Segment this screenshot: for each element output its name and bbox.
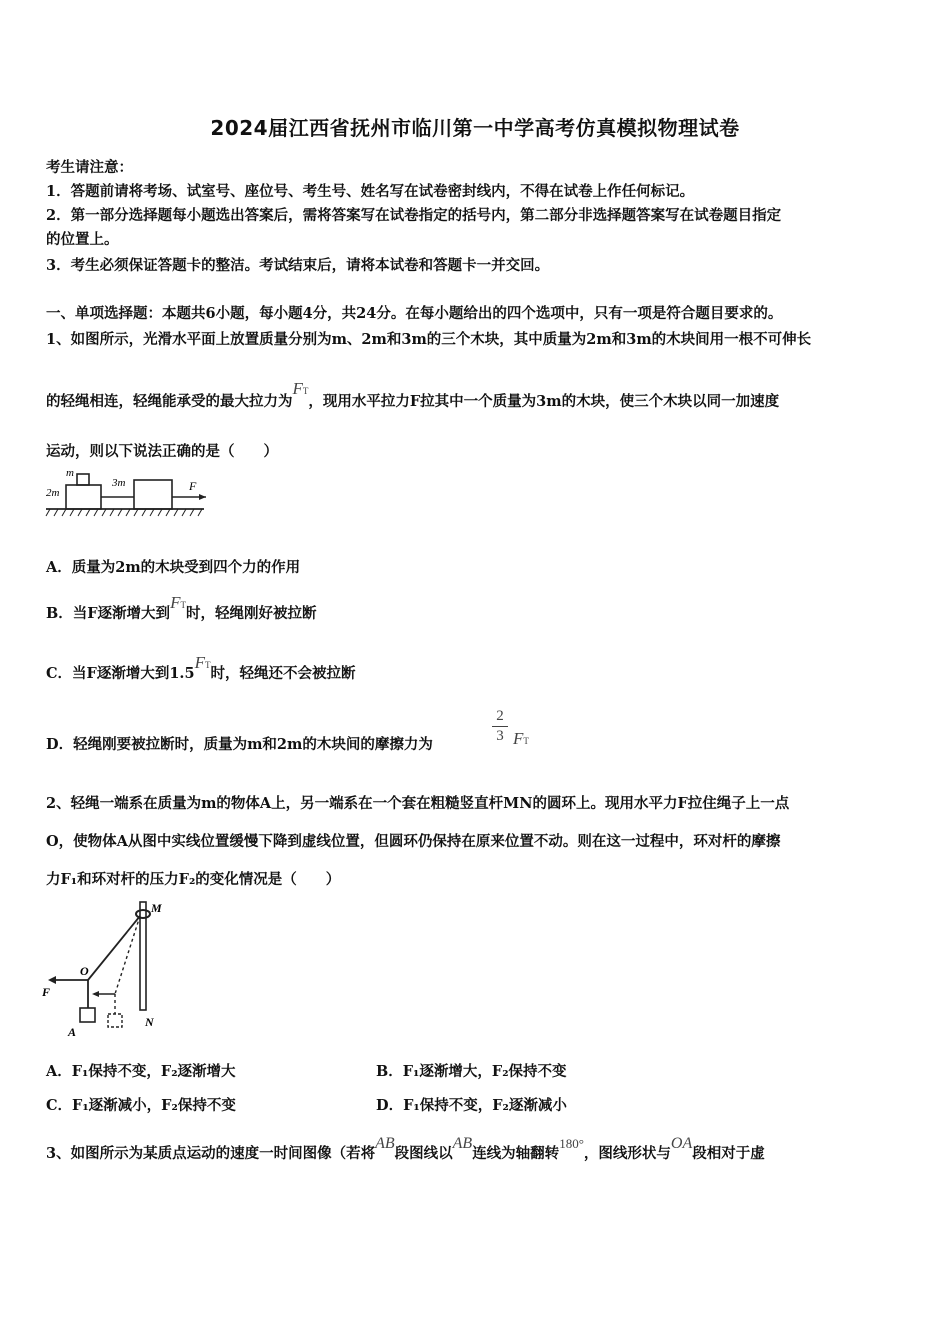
q3-text-4: ，图线形状与: [583, 1145, 671, 1162]
q2-line2: O，使物体A从图中实线位置缓慢下降到虚线位置，但圆环仍保持在原来位置不动。则在这一过程中，环对杆的摩擦: [46, 833, 781, 850]
q2-option-a[interactable]: A．F₁保持不变，F₂逐渐增大: [46, 1063, 236, 1080]
q2-option-b[interactable]: B．F₁逐渐增大，F₂保持不变: [376, 1063, 567, 1080]
label-F: F: [42, 985, 51, 999]
q1-option-b[interactable]: [46, 593, 317, 623]
label-O: O: [80, 964, 89, 978]
q1-figure: [44, 466, 214, 522]
label-F: F: [189, 479, 197, 493]
q1-option-d[interactable]: [46, 733, 433, 754]
q2-line1: 2、轻绳一端系在质量为m的物体A上，另一端系在一个套在粗糙竖直杆MN的圆环上。现用水平力F拉住绳子上一点: [46, 795, 790, 812]
rope-upper: [88, 916, 140, 980]
q1-option-c[interactable]: [46, 653, 356, 683]
fraction-bar: [492, 726, 508, 727]
q1-option-c-start: C．当F逐渐增大到1.5: [46, 665, 195, 682]
ft-letter: F: [292, 379, 303, 398]
label-A: A: [68, 1025, 77, 1038]
ft-subscript: T: [180, 600, 186, 610]
ft-letter: F: [513, 729, 524, 748]
q1-line3: 运动，则以下说法正确的是（ ）: [46, 443, 278, 460]
fraction-denominator: 3: [496, 728, 504, 744]
force-F-arrowhead: [48, 976, 56, 984]
q1-option-b-start: B．当F逐渐增大到: [46, 605, 171, 622]
q1-line2-start: 的轻绳相连，轻绳能承受的最大拉力为: [46, 393, 293, 410]
rope-dashed-upper: [115, 916, 140, 994]
ft-subscript: T: [204, 660, 211, 670]
block-3m: [134, 480, 172, 509]
label-2m: 2m: [46, 487, 60, 499]
q1-option-d-text: D．轻绳刚要被拉断时，质量为m和2m的木块间的摩擦力为: [46, 736, 433, 753]
q1-option-c-end: 时，轻绳还不会被拉断: [210, 665, 356, 682]
block-A-dashed: [108, 1014, 122, 1027]
notice-item-2: 2．第一部分选择题每小题选出答案后，需将答案写在试卷指定的括号内，第二部分非选择题答案写在试卷题目指定: [46, 207, 782, 224]
ft-subscript: T: [302, 386, 309, 396]
q2-option-c[interactable]: C．F₁逐渐减小，F₂保持不变: [46, 1097, 236, 1114]
q1-line2-end: ，现用水平拉力F拉其中一个质量为3m的木块，使三个木块以同一加速度: [308, 393, 780, 410]
q3-line1: [46, 1135, 765, 1163]
math-OA: OA: [670, 1135, 693, 1152]
q3-text-1: 3、如图所示为某质点运动的速度一时间图像（若将: [46, 1145, 376, 1162]
q2-option-d[interactable]: D．F₁保持不变，F₂逐渐减小: [376, 1097, 567, 1114]
force-arrowhead: [199, 494, 206, 500]
fraction-numerator: 2: [496, 708, 504, 724]
label-N: N: [145, 1015, 154, 1029]
notice-item-3: 3．考生必须保证答题卡的整洁。考试结束后，请将本试卷和答题卡一并交回。: [46, 257, 550, 274]
q1-line1: 1、如图所示，光滑水平面上放置质量分别为m、2m和3m的三个木块，其中质量为2m和3m的木块间用一根不可伸长: [46, 331, 812, 348]
ft-symbol: [195, 653, 211, 672]
notice-item-2-cont: 的位置上。: [46, 231, 119, 248]
ft-letter: F: [194, 653, 205, 672]
label-3m: 3m: [112, 477, 126, 489]
block-A: [80, 1008, 95, 1022]
math-180-degrees: 180°: [559, 1136, 584, 1151]
section-heading: 一、单项选择题：本题共6小题，每小题4分，共24分。在每小题给出的四个选项中，只有一项是符合题目要求的。: [46, 305, 783, 322]
ft-subscript: T: [523, 736, 529, 746]
ft-symbol: [513, 729, 529, 749]
force-F-dashed-arrowhead: [92, 991, 99, 997]
block-2m: [66, 485, 101, 509]
page-title: 2024届江西省抚州市临川第一中学高考仿真模拟物理试卷: [210, 116, 740, 140]
q3-text-5: 段相对于虚: [692, 1145, 765, 1162]
q1-line2: [46, 379, 780, 411]
q1-option-b-end: 时，轻绳刚好被拉断: [185, 605, 317, 622]
notice-heading: 考生请注意：: [46, 159, 133, 176]
fraction: [492, 708, 508, 745]
ft-symbol: [293, 379, 309, 398]
q1-option-a[interactable]: A．质量为2m的木块受到四个力的作用: [46, 559, 301, 576]
label-M: M: [151, 901, 162, 915]
ft-letter: F: [170, 593, 181, 612]
block-m: [77, 474, 89, 485]
label-m: m: [66, 467, 74, 479]
ground-hatch: [46, 509, 202, 516]
math-AB: AB: [452, 1135, 473, 1152]
math-AB: AB: [375, 1135, 395, 1152]
q3-text-3: 连线为轴翻转: [472, 1145, 560, 1162]
ft-symbol: [170, 593, 186, 612]
notice-item-1: 1．答题前请将考场、试室号、座位号、考生号、姓名写在试卷密封线内，不得在试卷上作任何标记。: [46, 183, 695, 200]
q3-text-2: 段图线以: [394, 1145, 453, 1162]
q2-figure: [42, 898, 172, 1038]
q2-line3: 力F₁和环对杆的压力F₂的变化情况是（ ）: [46, 871, 341, 888]
